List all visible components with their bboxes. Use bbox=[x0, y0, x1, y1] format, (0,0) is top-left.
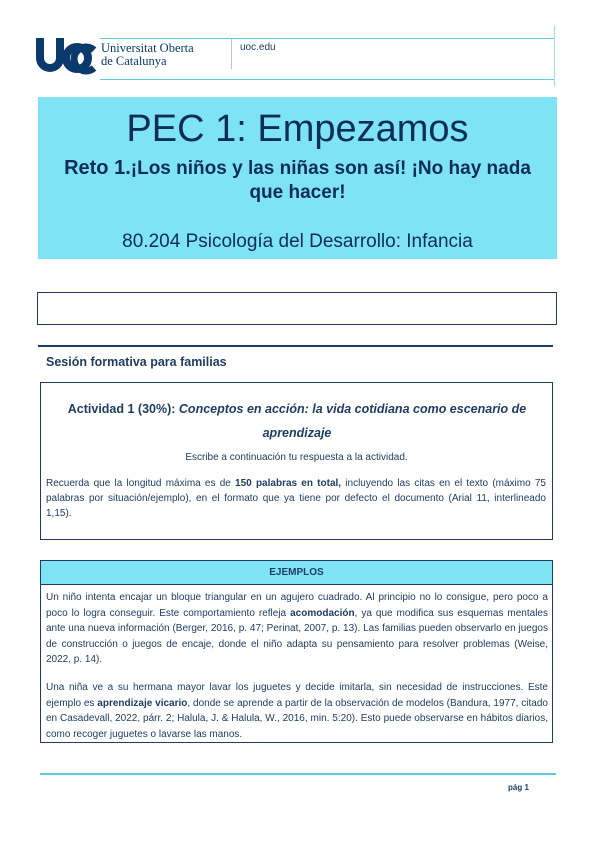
uoc-logo bbox=[34, 36, 98, 82]
student-name-box[interactable] bbox=[37, 292, 557, 325]
example-paragraph-2 bbox=[46, 680, 548, 742]
footer-rule bbox=[40, 773, 556, 775]
section-title: Sesión formativa para familias bbox=[46, 355, 227, 369]
activity-title bbox=[60, 397, 534, 445]
header-bottom-rule bbox=[100, 79, 554, 80]
example2-text-a: Una niña ve a su hermana mayor lavar los juguetes y decide imitarla, sin necesidad de instrucciones. Este ejemplo es bbox=[46, 682, 548, 709]
course-name: 80.204 Psicología del Desarrollo: Infancia bbox=[122, 231, 473, 252]
examples-heading: EJEMPLOS bbox=[41, 561, 552, 585]
example1-text-b: , ya que modifica sus esquemas mentales ante una nueva información (Berger, 2016, p. 47; Perinat, 2007, p. 13). Las familias pueden observarlo en juegos de construcción o juegos de encaje, donde el niño adapta su pensamiento para resolver problemas (Weise, 2022, p. 14). bbox=[46, 607, 548, 665]
example2-text-b: , donde se aprende a partir de la observación de modelos (Bandura, 1977, citado en Casadevall, 2022, párr. 2; Halula, J. & Halula, W., 2016, min. 5:20). Esto puede observarse en hábitos diarios, como recoger juguetes o lavarse las manos. bbox=[46, 697, 548, 740]
header-separator bbox=[231, 39, 232, 69]
page-title: PEC 1: Empezamos bbox=[126, 108, 469, 150]
activity-note-a: Recuerda que la longitud máxima es de bbox=[46, 478, 236, 489]
example-paragraph-1 bbox=[46, 590, 548, 668]
header-top-rule bbox=[100, 38, 554, 39]
university-name-line2: de Catalunya bbox=[101, 54, 167, 68]
activity-note-bold: 150 palabras en total, bbox=[235, 478, 342, 489]
activity-title-lead: Actividad 1 (30%): bbox=[67, 402, 176, 416]
activity-note bbox=[46, 476, 546, 521]
subtitle-lead: Reto 1. bbox=[64, 157, 131, 179]
activity-note-b: incluyendo las citas en el texto (máximo 75 palabras por situación/ejemplo), en el formato que ya tiene por defecto el documento (Arial 11, interlineado 1,15). bbox=[46, 478, 546, 519]
header-right-rule bbox=[554, 26, 555, 86]
university-name bbox=[101, 42, 194, 68]
subtitle-rest: ¡Los niños y las niñas son así! ¡No hay nada que hacer! bbox=[130, 158, 531, 203]
page-number: pág 1 bbox=[508, 783, 529, 792]
example2-bold: aprendizaje vicario bbox=[97, 697, 188, 709]
section-rule bbox=[38, 345, 553, 347]
example1-text-a: Un niño intenta encajar un bloque triangular en un agujero cuadrado. Al principio no lo consigue, pero poco a poco lo logra conseguir. Este comportamiento refleja bbox=[46, 592, 548, 619]
uoc-logo-icon bbox=[34, 36, 98, 76]
activity-title-rest: Conceptos en acción: la vida cotidiana como escenario de aprendizaje bbox=[178, 402, 527, 440]
university-name-line1: Universitat Oberta bbox=[101, 41, 194, 55]
activity-instruction: Escribe a continuación tu respuesta a la actividad. bbox=[185, 452, 408, 463]
example1-bold: acomodación bbox=[290, 607, 355, 619]
header-url: uoc.edu bbox=[240, 42, 276, 53]
page-subtitle bbox=[60, 156, 535, 205]
